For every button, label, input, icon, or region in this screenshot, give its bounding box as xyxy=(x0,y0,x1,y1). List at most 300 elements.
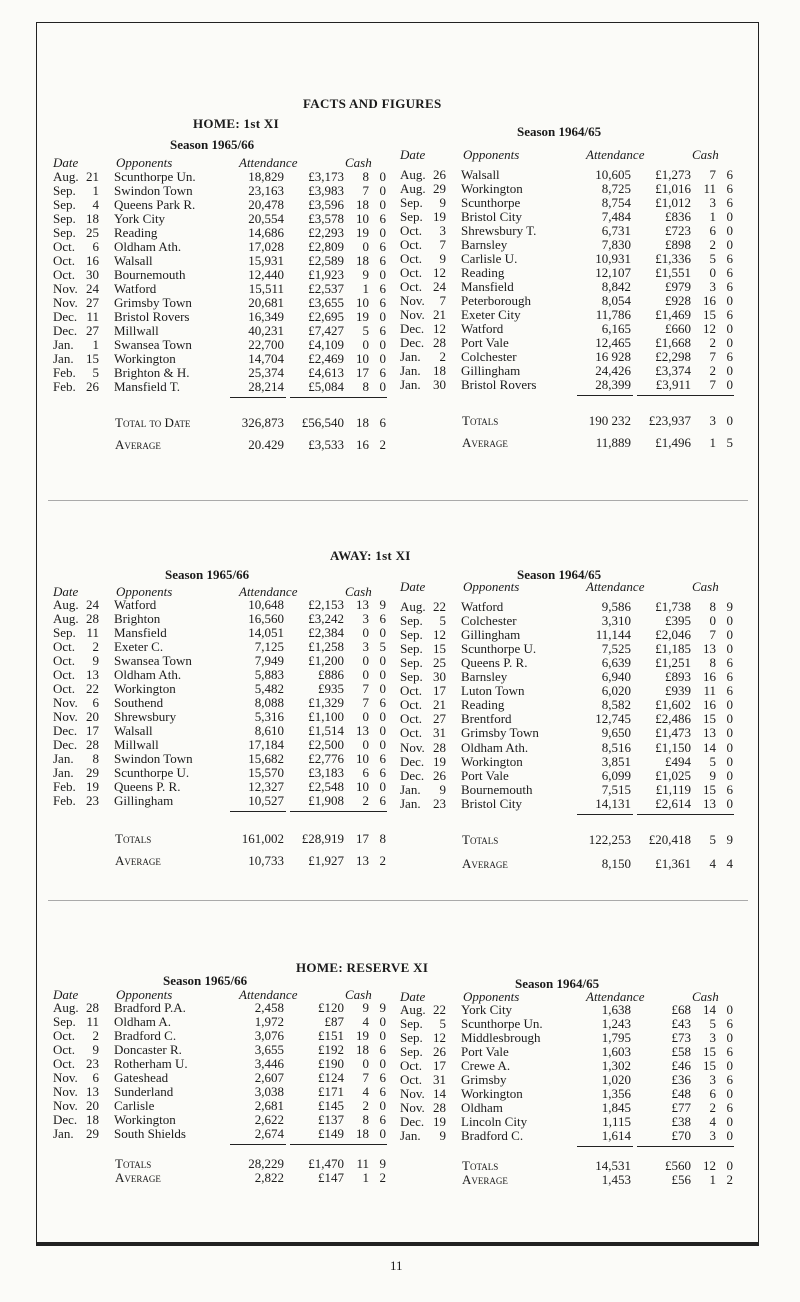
row-cash-pence: 9 xyxy=(379,1000,386,1015)
row-opponent: Gateshead xyxy=(114,1070,169,1085)
row-day: 27 xyxy=(433,711,446,727)
table-row xyxy=(53,352,393,366)
totals-rule-s xyxy=(347,397,387,398)
row-cash-pounds: £171 xyxy=(318,1084,344,1099)
row-cash-shillings: 16 xyxy=(703,669,716,685)
row-opponent: Middlesbrough xyxy=(461,1030,541,1045)
row-cash-shillings: 7 xyxy=(362,681,369,696)
row-day: 12 xyxy=(433,321,446,336)
row-month: Sep. xyxy=(53,197,76,212)
row-opponent: Millwall xyxy=(114,737,159,752)
row-cash-shillings: 6 xyxy=(709,1086,716,1101)
row-cash-pence: 6 xyxy=(726,1016,733,1031)
row-month: Jan. xyxy=(53,751,74,766)
row-month: Aug. xyxy=(53,597,79,612)
row-month: Dec. xyxy=(400,335,425,350)
row-day: 2 xyxy=(92,1028,99,1043)
average-label: Average xyxy=(462,435,508,450)
row-opponent: Scunthorpe U. xyxy=(461,641,537,657)
row-day: 28 xyxy=(86,611,99,626)
row-cash-shillings: 6 xyxy=(362,765,369,780)
row-cash-pence: 0 xyxy=(726,321,733,336)
total-cash-shillings: 1 xyxy=(709,1172,716,1187)
row-attendance: 1,614 xyxy=(601,1128,631,1143)
table-row xyxy=(53,212,393,226)
row-cash-shillings: 4 xyxy=(709,1114,716,1129)
row-day: 12 xyxy=(433,1030,446,1045)
row-day: 6 xyxy=(92,1070,99,1085)
row-attendance: 9,586 xyxy=(601,599,631,614)
table-row xyxy=(53,738,393,752)
table-row xyxy=(400,670,740,684)
table-row xyxy=(53,682,393,696)
row-cash-pence: 6 xyxy=(726,181,733,196)
row-cash-pence: 6 xyxy=(726,655,733,671)
row-opponent: Sunderland xyxy=(114,1084,174,1099)
season-label: Season 1965/66 xyxy=(165,567,250,582)
table-row xyxy=(53,310,393,324)
row-attendance: 18,829 xyxy=(248,169,284,184)
row-month: Oct. xyxy=(400,265,423,280)
table-row xyxy=(53,1127,393,1141)
row-opponent: Crewe A. xyxy=(461,1058,511,1073)
row-cash-pence: 0 xyxy=(379,1098,386,1113)
row-attendance: 8,582 xyxy=(601,697,631,713)
table-row xyxy=(53,696,393,710)
row-cash-pounds: £1,551 xyxy=(655,265,691,280)
row-opponent: Port Vale xyxy=(461,767,509,783)
section-heading: HOME: RESERVE XI xyxy=(296,960,429,975)
row-day: 30 xyxy=(433,669,446,685)
row-day: 7 xyxy=(439,237,446,252)
row-day: 1 xyxy=(92,337,99,352)
row-opponent: Bristol Rovers xyxy=(114,309,190,324)
row-month: Sep. xyxy=(400,641,423,657)
row-month: Sep. xyxy=(400,613,423,629)
row-attendance: 5,883 xyxy=(254,667,284,682)
table-row xyxy=(53,780,393,794)
total-cash-pence: 2 xyxy=(379,853,386,868)
table-row xyxy=(53,366,393,380)
row-cash-pounds: £3,183 xyxy=(308,765,344,780)
row-cash-pounds: £1,100 xyxy=(308,709,344,724)
row-opponent: Mansfield xyxy=(114,625,167,640)
totals-label: Totals xyxy=(115,831,152,846)
row-month: Oct. xyxy=(400,725,423,741)
row-cash-pounds: £1,273 xyxy=(655,167,691,182)
table-row xyxy=(53,254,393,268)
row-day: 23 xyxy=(86,1056,99,1071)
row-cash-pounds: £46 xyxy=(671,1058,691,1073)
row-cash-shillings: 11 xyxy=(703,683,716,699)
average-label: Average xyxy=(115,437,161,452)
row-cash-pence: 6 xyxy=(379,611,386,626)
total-attendance: 11,889 xyxy=(595,435,631,450)
totals-rule-cash xyxy=(637,814,695,815)
row-cash-pence: 6 xyxy=(726,195,733,210)
row-attendance: 28,214 xyxy=(248,379,284,394)
row-cash-pounds: £2,384 xyxy=(308,625,344,640)
row-day: 7 xyxy=(439,293,446,308)
total-attendance: 10,733 xyxy=(248,853,284,868)
row-cash-pence: 0 xyxy=(726,363,733,378)
row-opponent: Workington xyxy=(461,181,523,196)
row-cash-pounds: £928 xyxy=(665,293,691,308)
row-month: Nov. xyxy=(400,1100,425,1115)
row-opponent: Bristol City xyxy=(461,795,523,811)
col-header-date: Date xyxy=(400,579,426,594)
row-opponent: Workington xyxy=(114,351,176,366)
row-attendance: 2,607 xyxy=(254,1070,284,1085)
row-attendance: 3,446 xyxy=(254,1056,284,1071)
row-month: Nov. xyxy=(53,1098,78,1113)
row-day: 15 xyxy=(433,641,446,657)
total-cash-pounds: £147 xyxy=(318,1170,344,1185)
row-opponent: Mansfield T. xyxy=(114,379,180,394)
table-row xyxy=(53,198,393,212)
row-opponent: Walsall xyxy=(114,253,153,268)
table-row xyxy=(53,766,393,780)
table-row xyxy=(400,1073,740,1087)
col-header-opponents: Opponents xyxy=(463,147,520,162)
row-attendance: 12,465 xyxy=(595,335,631,350)
total-cash-pence: 0 xyxy=(726,413,733,428)
table-row xyxy=(400,755,740,769)
row-day: 21 xyxy=(433,697,446,713)
row-attendance: 7,515 xyxy=(601,781,631,797)
table-row xyxy=(53,226,393,240)
total-cash-shillings: 5 xyxy=(709,831,716,847)
row-attendance: 5,316 xyxy=(254,709,284,724)
row-day: 28 xyxy=(86,737,99,752)
row-month: Oct. xyxy=(400,711,423,727)
row-opponent: Scunthorpe Un. xyxy=(114,169,196,184)
row-cash-pounds: £145 xyxy=(318,1098,344,1113)
row-attendance: 12,107 xyxy=(595,265,631,280)
row-opponent: Swansea Town xyxy=(114,337,192,352)
row-month: Sep. xyxy=(400,195,423,210)
table-row xyxy=(53,612,393,626)
row-month: Sep. xyxy=(400,1030,423,1045)
row-attendance: 1,020 xyxy=(601,1072,631,1087)
row-opponent: Walsall xyxy=(461,167,500,182)
row-month: Jan. xyxy=(53,765,74,780)
total-cash-pounds: £1,470 xyxy=(308,1156,344,1171)
row-attendance: 1,302 xyxy=(601,1058,631,1073)
row-opponent: Watford xyxy=(114,281,157,296)
row-cash-pence: 6 xyxy=(379,765,386,780)
row-cash-shillings: 8 xyxy=(362,379,369,394)
season-label: Season 1964/65 xyxy=(515,976,600,991)
col-header-cash: Cash xyxy=(345,155,372,170)
row-cash-pounds: £660 xyxy=(665,321,691,336)
row-cash-shillings: 0 xyxy=(362,653,369,668)
row-cash-pence: 6 xyxy=(379,253,386,268)
table-row xyxy=(400,797,740,811)
row-month: Oct. xyxy=(53,253,76,268)
row-opponent: Workington xyxy=(461,753,523,769)
row-attendance: 14,131 xyxy=(595,795,631,811)
row-cash-pence: 0 xyxy=(726,209,733,224)
row-attendance: 16 928 xyxy=(595,349,631,364)
row-day: 14 xyxy=(433,1086,446,1101)
row-cash-shillings: 0 xyxy=(709,613,716,629)
row-attendance: 8,842 xyxy=(601,279,631,294)
row-day: 25 xyxy=(433,655,446,671)
col-header-date: Date xyxy=(400,989,426,1004)
row-opponent: Bournemouth xyxy=(114,267,186,282)
row-cash-shillings: 13 xyxy=(356,597,369,612)
row-month: Dec. xyxy=(400,753,425,769)
row-cash-pounds: £2,776 xyxy=(308,751,344,766)
row-cash-pence: 0 xyxy=(726,795,733,811)
row-month: Sep. xyxy=(400,1044,423,1059)
col-header-date: Date xyxy=(53,987,79,1002)
row-opponent: Shrewsbury xyxy=(114,709,177,724)
row-attendance: 5,482 xyxy=(254,681,284,696)
row-attendance: 24,426 xyxy=(595,363,631,378)
row-opponent: Grimsby Town xyxy=(461,725,539,741)
row-cash-pounds: £1,119 xyxy=(655,781,691,797)
row-cash-pence: 6 xyxy=(726,781,733,797)
row-month: Jan. xyxy=(400,781,421,797)
row-cash-pence: 6 xyxy=(379,1112,386,1127)
row-attendance: 3,655 xyxy=(254,1042,284,1057)
row-day: 9 xyxy=(439,1128,446,1143)
row-day: 29 xyxy=(86,1126,99,1141)
page-number: 11 xyxy=(390,1258,403,1273)
row-month: Nov. xyxy=(53,695,78,710)
col-header-attendance: Attendance xyxy=(586,989,645,1004)
row-cash-shillings: 7 xyxy=(362,695,369,710)
row-day: 8 xyxy=(92,751,99,766)
row-day: 19 xyxy=(433,209,446,224)
table-row xyxy=(53,1057,393,1071)
row-cash-pence: 6 xyxy=(726,167,733,182)
totals-rule-att xyxy=(230,1144,286,1145)
row-attendance: 1,603 xyxy=(601,1044,631,1059)
row-cash-shillings: 16 xyxy=(703,697,716,713)
row-attendance: 11,144 xyxy=(595,627,631,643)
row-attendance: 9,650 xyxy=(601,725,631,741)
row-attendance: 2,681 xyxy=(254,1098,284,1113)
total-cash-pounds: £1,927 xyxy=(308,853,344,868)
table-row xyxy=(400,182,740,196)
row-cash-shillings: 5 xyxy=(709,1016,716,1031)
row-cash-pounds: £1,469 xyxy=(655,307,691,322)
row-cash-pounds: £38 xyxy=(671,1114,691,1129)
row-cash-pence: 0 xyxy=(379,1014,386,1029)
row-opponent: Watford xyxy=(461,321,504,336)
total-cash-shillings: 1 xyxy=(362,1170,369,1185)
row-cash-pounds: £979 xyxy=(665,279,691,294)
row-attendance: 20,478 xyxy=(248,197,284,212)
row-opponent: York City xyxy=(114,211,166,226)
totals-label: Total to Date xyxy=(115,415,191,430)
row-opponent: Oldham Ath. xyxy=(114,667,182,682)
table-row xyxy=(400,280,740,294)
row-cash-pounds: £4,613 xyxy=(308,365,344,380)
row-cash-pounds: £3,374 xyxy=(655,363,691,378)
row-month: Jan. xyxy=(53,337,74,352)
row-cash-pence: 0 xyxy=(726,293,733,308)
row-cash-shillings: 4 xyxy=(362,1014,369,1029)
row-cash-pounds: £1,251 xyxy=(655,655,691,671)
row-cash-pence: 6 xyxy=(726,683,733,699)
row-day: 12 xyxy=(433,265,446,280)
row-cash-pounds: £2,153 xyxy=(308,597,344,612)
row-cash-pounds: £190 xyxy=(318,1056,344,1071)
row-cash-shillings: 10 xyxy=(356,295,369,310)
row-opponent: Queens Park R. xyxy=(114,197,196,212)
totals-label: Totals xyxy=(462,1158,499,1173)
row-day: 6 xyxy=(92,695,99,710)
row-cash-pounds: £494 xyxy=(665,753,691,769)
row-attendance: 12,327 xyxy=(248,779,284,794)
row-month: Oct. xyxy=(53,267,76,282)
table-row xyxy=(400,238,740,252)
row-cash-shillings: 18 xyxy=(356,197,369,212)
col-header-date: Date xyxy=(400,147,426,162)
row-cash-pounds: £3,655 xyxy=(308,295,344,310)
row-cash-pounds: £151 xyxy=(318,1028,344,1043)
total-attendance: 28,229 xyxy=(248,1156,284,1171)
row-day: 30 xyxy=(86,267,99,282)
table-row xyxy=(400,684,740,698)
row-month: Oct. xyxy=(53,667,76,682)
row-month: Nov. xyxy=(53,1070,78,1085)
row-cash-pounds: £7,427 xyxy=(308,323,344,338)
total-attendance: 122,253 xyxy=(588,831,631,847)
totals-rule-s xyxy=(694,395,734,396)
row-opponent: Gillingham xyxy=(461,627,521,643)
row-day: 20 xyxy=(86,1098,99,1113)
total-cash-pounds: £56 xyxy=(671,1172,691,1187)
totals-rule-att xyxy=(577,814,633,815)
row-attendance: 6,165 xyxy=(601,321,631,336)
row-day: 23 xyxy=(433,795,446,811)
row-attendance: 8,725 xyxy=(601,181,631,196)
row-cash-shillings: 15 xyxy=(703,1058,716,1073)
row-cash-pence: 0 xyxy=(379,723,386,738)
row-opponent: Port Vale xyxy=(461,335,509,350)
total-cash-pence: 9 xyxy=(726,831,733,847)
row-cash-shillings: 14 xyxy=(703,1002,716,1017)
row-day: 12 xyxy=(433,627,446,643)
row-opponent: Port Vale xyxy=(461,1044,509,1059)
row-month: Nov. xyxy=(53,1084,78,1099)
table-row xyxy=(400,1003,740,1017)
row-opponent: Bradford C. xyxy=(461,1128,524,1143)
total-cash-shillings: 13 xyxy=(356,853,369,868)
row-cash-pounds: £3,173 xyxy=(308,169,344,184)
table-row xyxy=(53,598,393,612)
totals-rule-s xyxy=(347,1144,387,1145)
row-day: 31 xyxy=(433,1072,446,1087)
row-cash-shillings: 3 xyxy=(709,1128,716,1143)
row-opponent: Bristol Rovers xyxy=(461,377,537,392)
row-day: 18 xyxy=(86,1112,99,1127)
row-opponent: Brentford xyxy=(461,711,512,727)
row-cash-pence: 0 xyxy=(379,225,386,240)
row-cash-pounds: £898 xyxy=(665,237,691,252)
row-cash-pence: 6 xyxy=(379,751,386,766)
table-row xyxy=(400,308,740,322)
row-day: 20 xyxy=(86,709,99,724)
row-cash-shillings: 13 xyxy=(356,723,369,738)
row-day: 26 xyxy=(433,167,446,182)
row-day: 29 xyxy=(433,181,446,196)
table-row xyxy=(53,1113,393,1127)
row-cash-pence: 6 xyxy=(726,251,733,266)
total-attendance: 1,453 xyxy=(601,1172,631,1187)
row-cash-shillings: 18 xyxy=(356,1042,369,1057)
row-cash-pounds: £1,329 xyxy=(308,695,344,710)
row-month: Dec. xyxy=(400,321,425,336)
row-cash-pounds: £2,537 xyxy=(308,281,344,296)
row-cash-pence: 0 xyxy=(379,737,386,752)
total-attendance: 20.429 xyxy=(248,437,284,452)
row-opponent: Colchester xyxy=(461,613,517,629)
row-month: Aug. xyxy=(53,1000,79,1015)
row-opponent: Grimsby xyxy=(461,1072,507,1087)
col-header-cash: Cash xyxy=(692,989,719,1004)
row-month: Oct. xyxy=(400,237,423,252)
row-month: Oct. xyxy=(400,683,423,699)
row-day: 13 xyxy=(86,667,99,682)
row-cash-pounds: £1,336 xyxy=(655,251,691,266)
row-day: 4 xyxy=(92,197,99,212)
row-cash-shillings: 2 xyxy=(709,335,716,350)
table-row xyxy=(400,712,740,726)
total-attendance: 161,002 xyxy=(241,831,284,846)
row-cash-shillings: 6 xyxy=(709,223,716,238)
row-month: Oct. xyxy=(53,639,76,654)
row-attendance: 12,745 xyxy=(595,711,631,727)
row-cash-pence: 0 xyxy=(726,613,733,629)
row-month: Aug. xyxy=(400,599,426,614)
table-row xyxy=(400,600,740,614)
row-cash-pence: 0 xyxy=(726,377,733,392)
row-cash-pounds: £1,185 xyxy=(655,641,691,657)
total-cash-pounds: £560 xyxy=(665,1158,691,1173)
row-cash-shillings: 18 xyxy=(356,253,369,268)
row-month: Oct. xyxy=(53,1028,76,1043)
row-cash-shillings: 16 xyxy=(703,293,716,308)
row-cash-pounds: £2,695 xyxy=(308,309,344,324)
row-cash-shillings: 3 xyxy=(362,639,369,654)
row-month: Feb. xyxy=(53,793,76,808)
row-attendance: 15,570 xyxy=(248,765,284,780)
total-cash-pounds: £20,418 xyxy=(648,831,691,847)
table-row xyxy=(53,1071,393,1085)
row-day: 28 xyxy=(433,335,446,350)
row-cash-pounds: £43 xyxy=(671,1016,691,1031)
row-cash-shillings: 7 xyxy=(709,349,716,364)
row-cash-pounds: £3,983 xyxy=(308,183,344,198)
row-cash-pence: 6 xyxy=(726,265,733,280)
table-row xyxy=(400,1031,740,1045)
row-cash-pence: 6 xyxy=(379,281,386,296)
row-attendance: 7,525 xyxy=(601,641,631,657)
table-row xyxy=(400,1045,740,1059)
row-attendance: 3,310 xyxy=(601,613,631,629)
table-row xyxy=(400,168,740,182)
row-cash-pence: 0 xyxy=(726,739,733,755)
table-row xyxy=(53,724,393,738)
table-row xyxy=(53,324,393,338)
totals-rule-cash xyxy=(290,397,348,398)
